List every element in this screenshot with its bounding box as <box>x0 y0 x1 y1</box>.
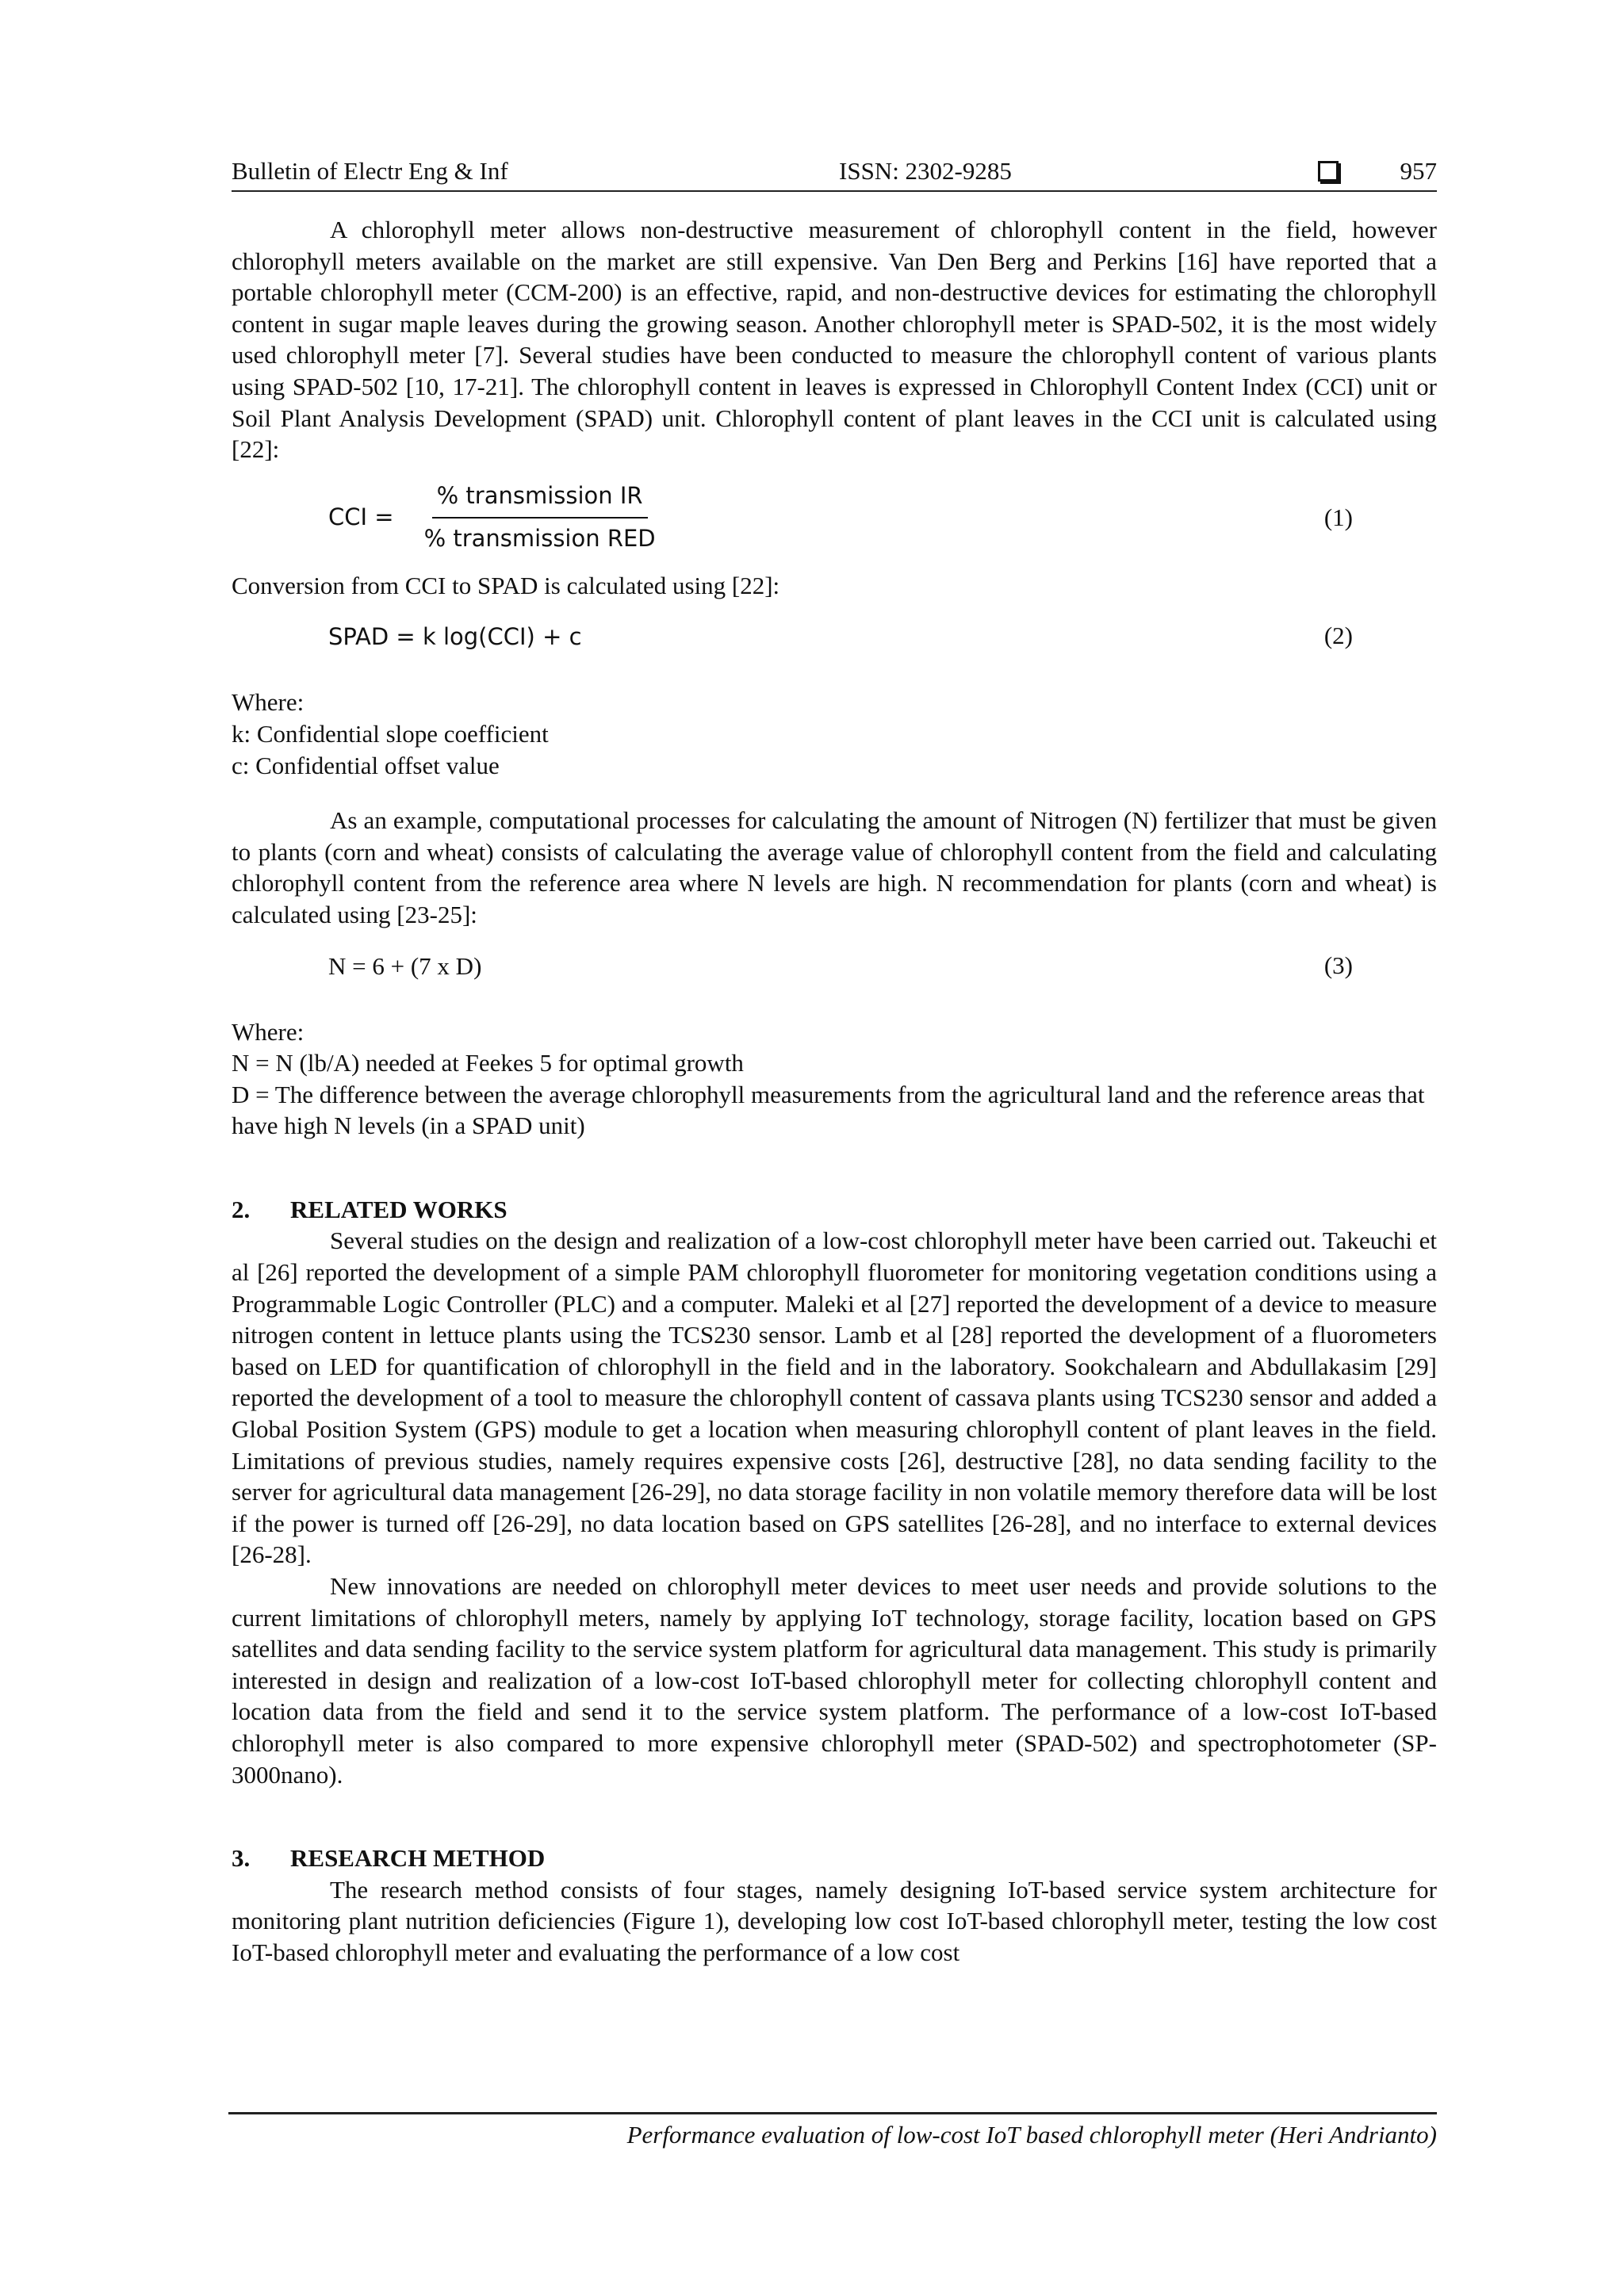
where-label: Where: <box>232 688 304 717</box>
page-body <box>232 214 1437 1969</box>
equation-1 <box>232 476 1437 559</box>
equation-3 <box>232 942 1437 991</box>
where-k-definition: k: Confidential slope coefficient <box>232 719 549 748</box>
section-title: RESEARCH METHOD <box>290 1844 546 1873</box>
equation-1-fraction <box>419 480 661 554</box>
section-heading-related-works <box>232 1194 1437 1226</box>
intro-paragraph-2: As an example, computational processes for calculating the amount of Nitrogen (N) fertilizer that must be given to plants (corn and wheat) consists of calculating the average value of chlorophyll content from the field and calculating chlorophyll content from the reference area where N levels are high. N recommendation for plants (corn and wheat) is calculated using [23-25]: <box>232 806 1437 928</box>
section-title: RELATED WORKS <box>290 1195 508 1223</box>
section-number: 2. <box>232 1195 251 1223</box>
equation-2-expression: SPAD = k log(CCI) + c <box>328 622 582 650</box>
related-works-paragraph-2: New innovations are needed on chlorophyll meter devices to meet user needs and provide solutions to the current limitations of chlorophyll meters, namely by applying IoT technology, storage facility, location based on GPS satellites and data sending facility to the service system platform for agricultural data management. This study is primarily interested in design and realization of a low-cost IoT-based chlorophyll meter for collecting chlorophyll content and location data from the field and send it to the service system platform. The performance of a low-cost IoT-based chlorophyll meter is also compared to more expensive chlorophyll meter (SPAD-502) and spectrophotometer (SP-3000nano). <box>232 1572 1437 1789</box>
issn-label: ISSN: 2302-9285 <box>839 157 1012 185</box>
section-number: 3. <box>232 1844 251 1873</box>
related-works-paragraph-1: Several studies on the design and realization of a low-cost chlorophyll meter have been carried out. Takeuchi et al [26] reported the development of a simple PAM chlorophyll fluorometer for monitoring vegetation conditions using a Programmable Logic Controller (PLC) and a computer. Maleki et al [27] reported the development of a device to measure nitrogen content in lettuce plants using the TCS230 sensor. Lamb et al [28] reported the development of a fluorometers based on LED for quantification of chlorophyll in the field and in the laboratory. Sookchalearn and Abdullakasim [29] reported the development of a tool to measure the chlorophyll content of cassava plants using TCS230 sensor and added a Global Position System (GPS) module to get a location when measuring chlorophyll content of plant leaves in the field. Limitations of previous studies, namely requires expensive costs [26], destructive [28], no data sending facility to the server for agricultural data management [26-29], no data storage facility in non volatile memory therefore data will be lost if the power is turned off [26-29], no data location based on GPS satellites [26-28], and no interface to external devices [26-28]. <box>232 1226 1437 1569</box>
equation-2-number: (2) <box>1323 622 1353 650</box>
running-header <box>232 155 1437 192</box>
where-n-definition: N = N (lb/A) needed at Feekes 5 for optimal growth <box>232 1049 744 1077</box>
equation-1-number: (1) <box>1323 503 1353 531</box>
where-label: Where: <box>232 1017 304 1046</box>
conversion-text: Conversion from CCI to SPAD is calculated using [22]: <box>232 571 780 599</box>
footer-citation: Performance evaluation of low-cost IoT based chlorophyll meter (Heri Andrianto) <box>626 2121 1437 2149</box>
equation-1-numerator: % transmission IR <box>432 480 648 519</box>
equation-3-expression: N = 6 + (7 x D) <box>328 951 482 980</box>
journal-name: Bulletin of Electr Eng & Inf <box>232 157 508 185</box>
equation-2 <box>232 612 1437 661</box>
square-bullet-icon <box>1318 161 1339 182</box>
page-number: 957 <box>1400 157 1437 185</box>
equation-1-denominator: % transmission RED <box>423 524 656 552</box>
running-footer <box>228 2112 1437 2149</box>
where-d-definition: D = The difference between the average chlorophyll measurements from the agricultural land and the reference areas that have high N levels (in a SPAD unit) <box>232 1080 1425 1140</box>
equation-1-lhs: CCI = <box>328 503 394 530</box>
where-c-definition: c: Confidential offset value <box>232 751 500 779</box>
equation-3-number: (3) <box>1323 951 1353 979</box>
section-heading-research-method <box>232 1843 1437 1874</box>
intro-paragraph-1: A chlorophyll meter allows non-destructive measurement of chlorophyll content in the field, however chlorophyll meters available on the market are still expensive. Van Den Berg and Perkins [16] have reported that a portable chlorophyll meter (CCM-200) is an effective, rapid, and non-destructive devices for estimating the chlorophyll content in sugar maple leaves during the growing season. Another chlorophyll meter is SPAD-502, it is the most widely used chlorophyll meter [7]. Several studies have been conducted to measure the chlorophyll content of various plants using SPAD-502 [10, 17-21]. The chlorophyll content in leaves is expressed in Chlorophyll Content Index (CCI) unit or Soil Plant Analysis Development (SPAD) unit. Chlorophyll content of plant leaves in the CCI unit is calculated using [22]: <box>232 216 1437 464</box>
research-method-paragraph-1: The research method consists of four stages, namely designing IoT-based service system architecture for monitoring plant nutrition deficiencies (Figure 1), developing low cost IoT-based chlorophyll meter, testing the low cost IoT-based chlorophyll meter and evaluating the performance of a low cost <box>232 1875 1437 1966</box>
